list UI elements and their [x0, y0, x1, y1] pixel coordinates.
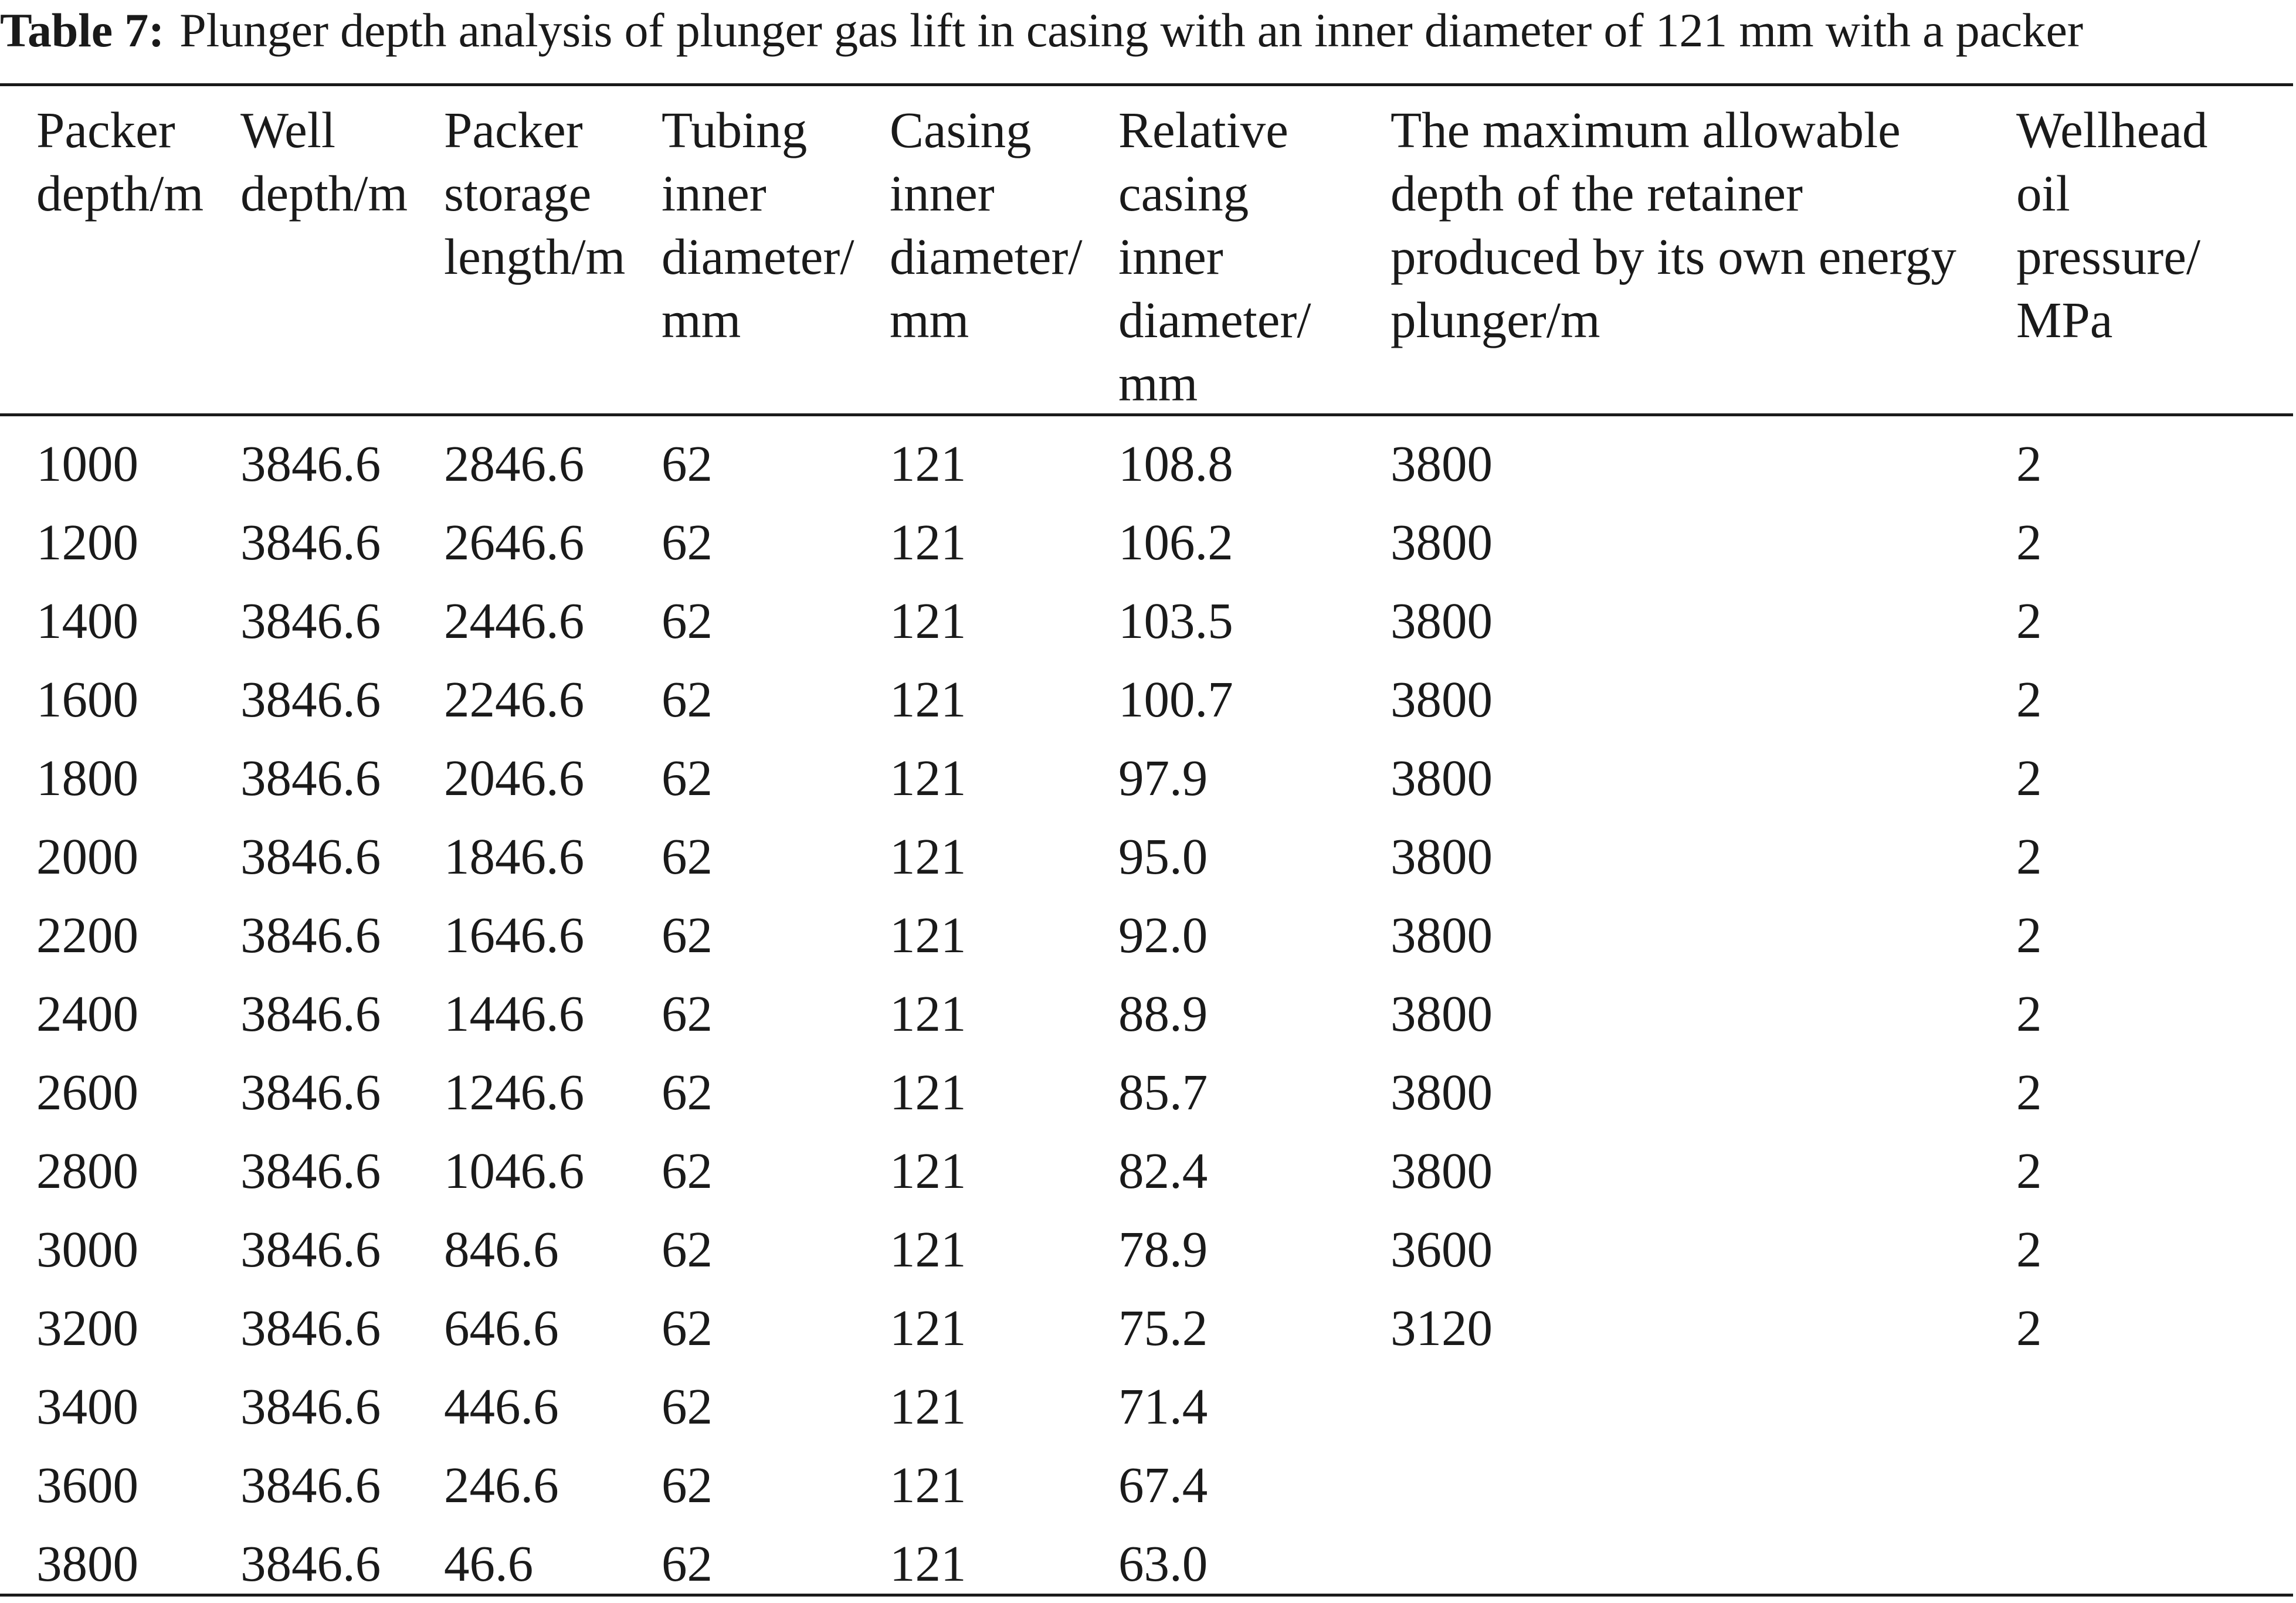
- cell-well-depth: 3846.6: [240, 1378, 381, 1435]
- cell-tubing-inner-diameter: 62: [662, 985, 713, 1042]
- cell-well-depth: 3846.6: [240, 906, 381, 963]
- table-row: [0, 424, 2293, 503]
- cell-wellhead-oil-pressure: 2: [2016, 1221, 2042, 1278]
- cell-tubing-inner-diameter: 62: [662, 1064, 713, 1120]
- column-header-line: Packer: [444, 101, 583, 158]
- column-header-line: inner: [890, 165, 995, 222]
- cell-casing-inner-diameter: 121: [890, 514, 966, 570]
- cell-relative-casing-inner-diameter: 71.4: [1118, 1378, 1208, 1435]
- cell-well-depth: 3846.6: [240, 435, 381, 492]
- cell-packer-depth: 2600: [36, 1064, 138, 1120]
- cell-wellhead-oil-pressure: 2: [2016, 1064, 2042, 1120]
- cell-packer-depth: 2000: [36, 828, 138, 885]
- cell-wellhead-oil-pressure: 2: [2016, 514, 2042, 570]
- cell-casing-inner-diameter: 121: [890, 1221, 966, 1278]
- table-row: [0, 582, 2293, 660]
- table-row: [0, 1289, 2293, 1367]
- column-header-line: Relative: [1118, 101, 1288, 158]
- cell-wellhead-oil-pressure: 2: [2016, 1142, 2042, 1199]
- cell-tubing-inner-diameter: 62: [662, 1221, 713, 1278]
- cell-max-allowable-retainer-depth: 3800: [1391, 906, 1493, 963]
- column-header-line: Casing: [890, 101, 1032, 158]
- cell-well-depth: 3846.6: [240, 1221, 381, 1278]
- column-header-line: casing: [1118, 165, 1249, 222]
- cell-relative-casing-inner-diameter: 85.7: [1118, 1064, 1208, 1120]
- column-header-line: mm: [1118, 355, 1198, 412]
- cell-relative-casing-inner-diameter: 100.7: [1118, 671, 1233, 728]
- cell-packer-storage-length: 2246.6: [444, 671, 585, 728]
- table-caption: [0, 1, 2296, 60]
- cell-well-depth: 3846.6: [240, 985, 381, 1042]
- cell-max-allowable-retainer-depth: 3800: [1391, 592, 1493, 649]
- cell-packer-depth: 3800: [36, 1535, 138, 1592]
- cell-well-depth: 3846.6: [240, 1535, 381, 1592]
- cell-packer-storage-length: 2046.6: [444, 749, 585, 806]
- cell-tubing-inner-diameter: 62: [662, 1142, 713, 1199]
- column-header-line: Wellhead: [2016, 101, 2208, 158]
- table-row: [0, 817, 2293, 896]
- cell-well-depth: 3846.6: [240, 1299, 381, 1356]
- cell-wellhead-oil-pressure: 2: [2016, 1299, 2042, 1356]
- cell-relative-casing-inner-diameter: 67.4: [1118, 1456, 1208, 1513]
- cell-packer-depth: 3400: [36, 1378, 138, 1435]
- cell-packer-storage-length: 1646.6: [444, 906, 585, 963]
- column-header-line: storage: [444, 165, 592, 222]
- cell-tubing-inner-diameter: 62: [662, 906, 713, 963]
- cell-well-depth: 3846.6: [240, 514, 381, 570]
- cell-packer-depth: 1800: [36, 749, 138, 806]
- column-header-tubing-inner-diameter: [662, 99, 854, 352]
- cell-max-allowable-retainer-depth: 3800: [1391, 1064, 1493, 1120]
- cell-packer-storage-length: 2846.6: [444, 435, 585, 492]
- cell-relative-casing-inner-diameter: 75.2: [1118, 1299, 1208, 1356]
- cell-casing-inner-diameter: 121: [890, 1456, 966, 1513]
- column-header-line: depth/m: [36, 165, 204, 222]
- table-caption-text: Plunger depth analysis of plunger gas lift in casing with an inner diameter of 121 mm with a packer: [179, 4, 2083, 57]
- cell-packer-depth: 3200: [36, 1299, 138, 1356]
- cell-packer-storage-length: 1246.6: [444, 1064, 585, 1120]
- column-header-line: diameter/: [1118, 291, 1311, 348]
- column-header-line: length/m: [444, 228, 626, 285]
- column-header-line: inner: [662, 165, 767, 222]
- cell-max-allowable-retainer-depth: 3800: [1391, 985, 1493, 1042]
- cell-casing-inner-diameter: 121: [890, 985, 966, 1042]
- cell-well-depth: 3846.6: [240, 1456, 381, 1513]
- cell-packer-storage-length: 1446.6: [444, 985, 585, 1042]
- table-row: [0, 1210, 2293, 1289]
- cell-relative-casing-inner-diameter: 108.8: [1118, 435, 1233, 492]
- cell-packer-storage-length: 2646.6: [444, 514, 585, 570]
- column-header-line: oil: [2016, 165, 2070, 222]
- cell-tubing-inner-diameter: 62: [662, 592, 713, 649]
- cell-packer-storage-length: 1846.6: [444, 828, 585, 885]
- cell-packer-storage-length: 446.6: [444, 1378, 559, 1435]
- table-bottom-rule: [0, 1594, 2293, 1597]
- cell-well-depth: 3846.6: [240, 828, 381, 885]
- column-header-line: depth/m: [240, 165, 408, 222]
- column-header-line: mm: [890, 291, 969, 348]
- cell-tubing-inner-diameter: 62: [662, 1456, 713, 1513]
- cell-relative-casing-inner-diameter: 92.0: [1118, 906, 1208, 963]
- cell-packer-storage-length: 46.6: [444, 1535, 534, 1592]
- cell-packer-depth: 1200: [36, 514, 138, 570]
- cell-packer-depth: 2400: [36, 985, 138, 1042]
- cell-well-depth: 3846.6: [240, 592, 381, 649]
- column-header-line: Tubing: [662, 101, 808, 158]
- cell-relative-casing-inner-diameter: 78.9: [1118, 1221, 1208, 1278]
- cell-relative-casing-inner-diameter: 106.2: [1118, 514, 1233, 570]
- cell-casing-inner-diameter: 121: [890, 1378, 966, 1435]
- cell-relative-casing-inner-diameter: 88.9: [1118, 985, 1208, 1042]
- cell-tubing-inner-diameter: 62: [662, 828, 713, 885]
- column-header-line: produced by its own energy: [1391, 228, 1956, 285]
- cell-wellhead-oil-pressure: 2: [2016, 749, 2042, 806]
- table-row: [0, 1524, 2293, 1603]
- table-row: [0, 1446, 2293, 1524]
- cell-packer-storage-length: 646.6: [444, 1299, 559, 1356]
- column-header-line: diameter/: [890, 228, 1083, 285]
- cell-packer-depth: 1400: [36, 592, 138, 649]
- cell-wellhead-oil-pressure: 2: [2016, 828, 2042, 885]
- cell-tubing-inner-diameter: 62: [662, 749, 713, 806]
- cell-max-allowable-retainer-depth: 3800: [1391, 514, 1493, 570]
- cell-relative-casing-inner-diameter: 97.9: [1118, 749, 1208, 806]
- cell-casing-inner-diameter: 121: [890, 1064, 966, 1120]
- cell-tubing-inner-diameter: 62: [662, 1535, 713, 1592]
- cell-max-allowable-retainer-depth: 3800: [1391, 1142, 1493, 1199]
- cell-tubing-inner-diameter: 62: [662, 1378, 713, 1435]
- cell-casing-inner-diameter: 121: [890, 671, 966, 728]
- table-row: [0, 1132, 2293, 1210]
- cell-casing-inner-diameter: 121: [890, 1535, 966, 1592]
- cell-wellhead-oil-pressure: 2: [2016, 435, 2042, 492]
- cell-relative-casing-inner-diameter: 103.5: [1118, 592, 1233, 649]
- column-header-casing-inner-diameter: [890, 99, 1083, 352]
- table-row: [0, 660, 2293, 739]
- column-header-wellhead-oil-pressure: [2016, 99, 2207, 352]
- cell-relative-casing-inner-diameter: 82.4: [1118, 1142, 1208, 1199]
- cell-packer-depth: 3600: [36, 1456, 138, 1513]
- cell-wellhead-oil-pressure: 2: [2016, 671, 2042, 728]
- cell-max-allowable-retainer-depth: 3800: [1391, 828, 1493, 885]
- cell-wellhead-oil-pressure: 2: [2016, 592, 2042, 649]
- column-header-line: pressure/: [2016, 228, 2201, 285]
- cell-packer-storage-length: 1046.6: [444, 1142, 585, 1199]
- column-header-line: Well: [240, 101, 336, 158]
- cell-tubing-inner-diameter: 62: [662, 514, 713, 570]
- cell-max-allowable-retainer-depth: 3800: [1391, 671, 1493, 728]
- cell-tubing-inner-diameter: 62: [662, 1299, 713, 1356]
- table-header-rule: [0, 413, 2293, 416]
- cell-casing-inner-diameter: 121: [890, 1142, 966, 1199]
- column-header-line: diameter/: [662, 228, 854, 285]
- column-header-well-depth: [240, 99, 408, 225]
- table-top-rule: [0, 83, 2293, 86]
- cell-max-allowable-retainer-depth: 3800: [1391, 749, 1493, 806]
- table-row: [0, 1367, 2293, 1446]
- table-row: [0, 896, 2293, 974]
- cell-packer-storage-length: 2446.6: [444, 592, 585, 649]
- cell-well-depth: 3846.6: [240, 1064, 381, 1120]
- cell-tubing-inner-diameter: 62: [662, 671, 713, 728]
- cell-casing-inner-diameter: 121: [890, 592, 966, 649]
- column-header-line: plunger/m: [1391, 291, 1600, 348]
- cell-relative-casing-inner-diameter: 63.0: [1118, 1535, 1208, 1592]
- column-header-line: inner: [1118, 228, 1223, 285]
- cell-packer-depth: 3000: [36, 1221, 138, 1278]
- cell-packer-depth: 1600: [36, 671, 138, 728]
- cell-packer-storage-length: 246.6: [444, 1456, 559, 1513]
- cell-packer-depth: 2200: [36, 906, 138, 963]
- cell-casing-inner-diameter: 121: [890, 828, 966, 885]
- column-header-line: MPa: [2016, 291, 2113, 348]
- table-row: [0, 503, 2293, 582]
- cell-wellhead-oil-pressure: 2: [2016, 985, 2042, 1042]
- column-header-line: mm: [662, 291, 741, 348]
- table-row: [0, 1053, 2293, 1132]
- cell-well-depth: 3846.6: [240, 749, 381, 806]
- column-header-line: Packer: [36, 101, 175, 158]
- cell-max-allowable-retainer-depth: 3600: [1391, 1221, 1493, 1278]
- cell-packer-depth: 2800: [36, 1142, 138, 1199]
- cell-relative-casing-inner-diameter: 95.0: [1118, 828, 1208, 885]
- cell-well-depth: 3846.6: [240, 671, 381, 728]
- cell-casing-inner-diameter: 121: [890, 1299, 966, 1356]
- cell-tubing-inner-diameter: 62: [662, 435, 713, 492]
- cell-casing-inner-diameter: 121: [890, 749, 966, 806]
- column-header-packer-depth: [36, 99, 204, 225]
- column-header-packer-storage-length: [444, 99, 625, 288]
- table-row: [0, 739, 2293, 817]
- cell-packer-depth: 1000: [36, 435, 138, 492]
- cell-casing-inner-diameter: 121: [890, 435, 966, 492]
- table-row: [0, 974, 2293, 1053]
- column-header-max-allowable-retainer-depth: [1391, 99, 1956, 352]
- cell-casing-inner-diameter: 121: [890, 906, 966, 963]
- cell-well-depth: 3846.6: [240, 1142, 381, 1199]
- column-header-line: The maximum allowable: [1391, 101, 1901, 158]
- column-header-line: depth of the retainer: [1391, 165, 1803, 222]
- cell-max-allowable-retainer-depth: 3800: [1391, 435, 1493, 492]
- table-caption-label: Table 7:: [0, 4, 165, 57]
- column-header-relative-casing-inner-diameter: [1118, 99, 1311, 415]
- cell-max-allowable-retainer-depth: 3120: [1391, 1299, 1493, 1356]
- cell-packer-storage-length: 846.6: [444, 1221, 559, 1278]
- cell-wellhead-oil-pressure: 2: [2016, 906, 2042, 963]
